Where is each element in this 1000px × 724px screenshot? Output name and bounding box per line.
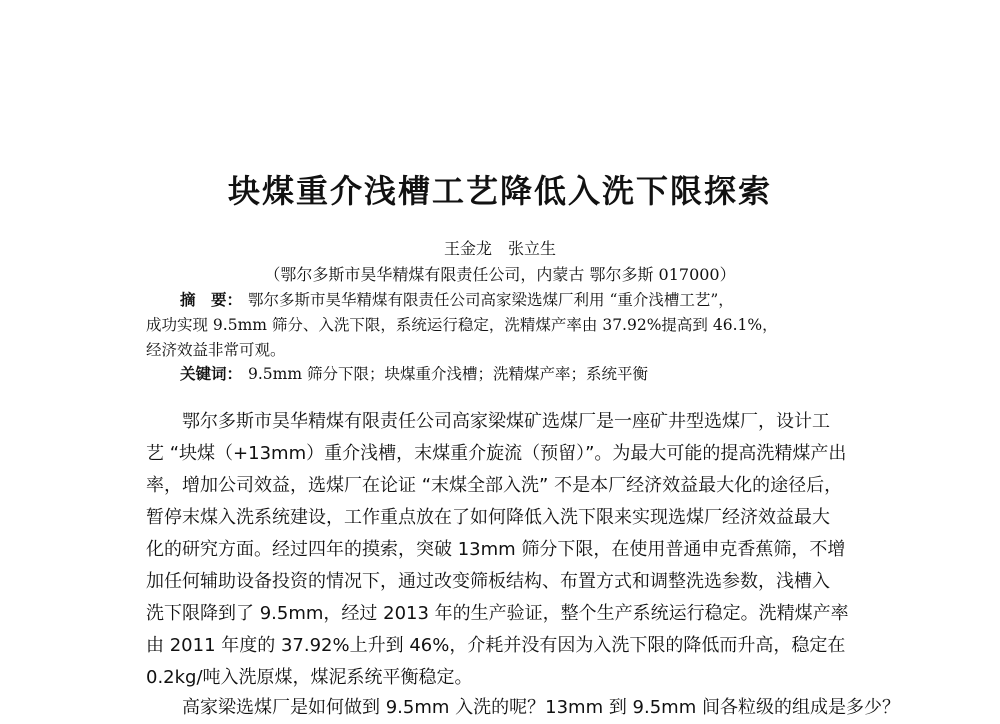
abstract-section [146,288,858,363]
keywords-label: 关键词： [180,365,243,383]
body-line: 加任何辅助设备投资的情况下，通过改变筛板结构、布置方式和调整洗选参数，浅槽入 [146,571,830,592]
abstract-line-3: 经济效益非常可观。 [146,341,286,359]
body-line: 洗下限降到了 9.5mm，经过 2013 年的生产验证，整个生产系统运行稳定。洗精煤产率 [146,603,849,624]
abstract-text-1: 鄂尔多斯市昊华精煤有限责任公司高家梁选煤厂利用 “重介浅槽工艺”， [248,291,734,309]
author-affiliation: （鄂尔多斯市昊华精煤有限责任公司，内蒙古 鄂尔多斯 017000） [264,265,736,284]
body-paragraph [146,406,858,694]
body-line: 由 2011 年度的 37.92%上升到 46%，介耗并没有因为入洗下限的降低而升高，稳定在 [146,635,846,656]
abstract-label: 摘 要： [180,291,243,309]
paper-title: 块煤重介浅槽工艺降低入洗下限探索 [227,172,772,210]
body-line: 率，增加公司效益，选煤厂在论证 “末煤全部入洗” 不是本厂经济效益最大化的途径后， [146,475,843,496]
keywords-section [180,362,860,387]
abstract-line-2: 成功实现 9.5mm 筛分、入洗下限，系统运行稳定，洗精煤产率由 37.92%提高到 46.1%， [146,316,778,334]
body-line: 化的研究方面。经过四年的摸索，突破 13mm 筛分下限，在使用普通申克香蕉筛，不增 [146,539,846,560]
body-line: 鄂尔多斯市昊华精煤有限责任公司高家梁煤矿选煤厂是一座矿井型选煤厂，设计工 [182,411,830,432]
abstract-line-1 [146,288,858,313]
author-list: 王金龙 张立生 [443,239,556,258]
body-line: 0.2kg/吨入洗原煤，煤泥系统平衡稳定。 [146,667,473,688]
body-line: 暂停末煤入洗系统建设，工作重点放在了如何降低入洗下限来实现选煤厂经济效益最大 [146,507,830,528]
keywords-text: 9.5mm 筛分下限；块煤重介浅槽；洗精煤产率；系统平衡 [248,365,648,383]
next-paragraph-cut-line: 高家梁选煤厂是如何做到 9.5mm 入洗的呢？13mm 到 9.5mm 间各粒级的组成是多少？ [182,697,900,718]
body-line: 艺 “块煤（+13mm）重介浅槽，末煤重介旋流（预留）”。为最大可能的提高洗精煤产出 [146,443,847,464]
